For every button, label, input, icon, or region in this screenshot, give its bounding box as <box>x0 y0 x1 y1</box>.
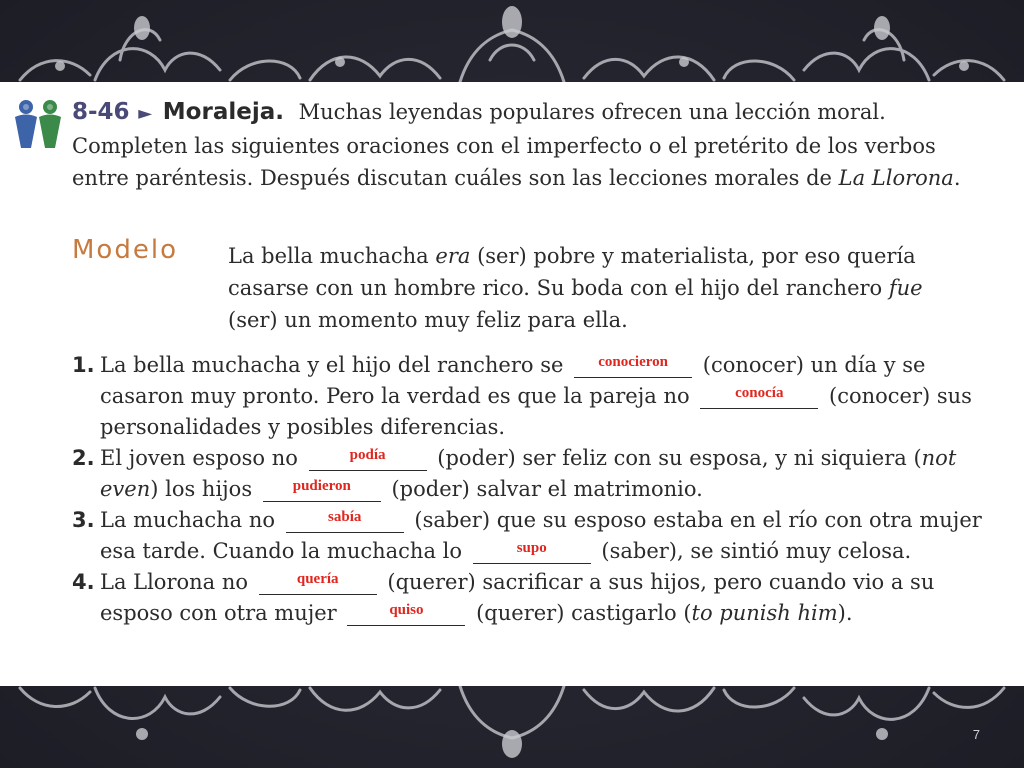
arrow-icon: ► <box>138 103 153 124</box>
modelo-label: Modelo <box>72 235 178 265</box>
modelo-example <box>228 240 968 336</box>
modelo-verb: fue <box>888 276 923 300</box>
answer-text: quiso <box>389 602 424 618</box>
modelo-verb: era <box>435 244 471 268</box>
instructions-text: Muchas leyendas populares ofrecen una lección moral. Completen las siguientes oraciones con el imperfecto o el pretérito de los verbos entre paréntesis. Después discutan cuáles son las lecciones morales de <box>72 100 936 190</box>
answer-blank <box>263 479 381 502</box>
item-text: ) los hijos <box>150 477 253 501</box>
item-text: (poder) ser feliz con su esposa, y ni siquiera ( <box>437 446 922 470</box>
item-text: (saber), se sintió muy celosa. <box>601 539 912 563</box>
item-number: 1. <box>72 353 95 377</box>
item-text: (conocer) un día y se casaron muy pronto. Pero la verdad es que la pareja no <box>100 353 926 408</box>
modelo-text-part: La bella muchacha <box>228 244 429 268</box>
answer-text: pudieron <box>292 478 351 494</box>
item-text: (conocer) sus personalidades y posibles diferencias. <box>100 384 972 439</box>
ornament-top-icon <box>0 0 1024 86</box>
exercise-title: Moraleja. <box>162 99 284 125</box>
work-title: La Llorona <box>838 166 954 190</box>
modelo-text-part: (ser) pobre y materialista, por eso quería casarse con un hombre rico. Su boda con el hijo del ranchero <box>228 244 916 300</box>
instructions-end: . <box>953 166 961 190</box>
english-gloss: not even <box>100 446 957 501</box>
page-number: 7 <box>972 727 980 742</box>
answer-text: conocieron <box>598 354 668 370</box>
answer-blank <box>347 603 465 626</box>
item-text: ). <box>837 601 853 625</box>
answer-blank <box>286 510 404 533</box>
exercise-item-2 <box>72 443 992 505</box>
item-text: El joven esposo no <box>100 446 298 470</box>
exercise-item-4 <box>72 567 992 629</box>
item-number: 2. <box>72 446 95 470</box>
answer-blank <box>473 541 591 564</box>
item-text: (querer) castigarlo ( <box>476 601 692 625</box>
exercise-instructions <box>72 96 972 194</box>
exercise-item-3 <box>72 505 992 567</box>
answer-blank <box>259 572 377 595</box>
answer-blank <box>574 355 692 378</box>
answer-text: conocía <box>735 385 784 401</box>
answer-text: sabía <box>328 509 362 525</box>
item-text: La bella muchacha y el hijo del ranchero se <box>100 353 564 377</box>
answer-text: quería <box>296 571 339 587</box>
modelo-text-part: (ser) un momento muy feliz para ella. <box>228 308 628 332</box>
item-text: (saber) que su esposo estaba en el río con otra mujer esa tarde. Cuando la muchacha lo <box>100 508 982 563</box>
item-text: (querer) sacrificar a sus hijos, pero cuando vio a su esposo con otra mujer <box>100 570 935 625</box>
item-number: 4. <box>72 570 95 594</box>
item-text: La muchacha no <box>100 508 276 532</box>
answer-text: supo <box>516 540 547 556</box>
exercise-items <box>72 350 992 629</box>
exercise-slide <box>0 82 1024 686</box>
people-icon <box>10 98 66 150</box>
ornament-bottom-icon <box>0 682 1024 768</box>
item-text: (poder) salvar el matrimonio. <box>391 477 703 501</box>
answer-blank <box>700 386 818 409</box>
answer-blank <box>309 448 427 471</box>
item-text: La Llorona no <box>100 570 249 594</box>
exercise-item-1 <box>72 350 992 443</box>
exercise-number: 8-46 <box>72 99 130 125</box>
answer-text: podía <box>349 447 386 463</box>
item-number: 3. <box>72 508 95 532</box>
english-gloss: to punish him <box>691 601 838 625</box>
